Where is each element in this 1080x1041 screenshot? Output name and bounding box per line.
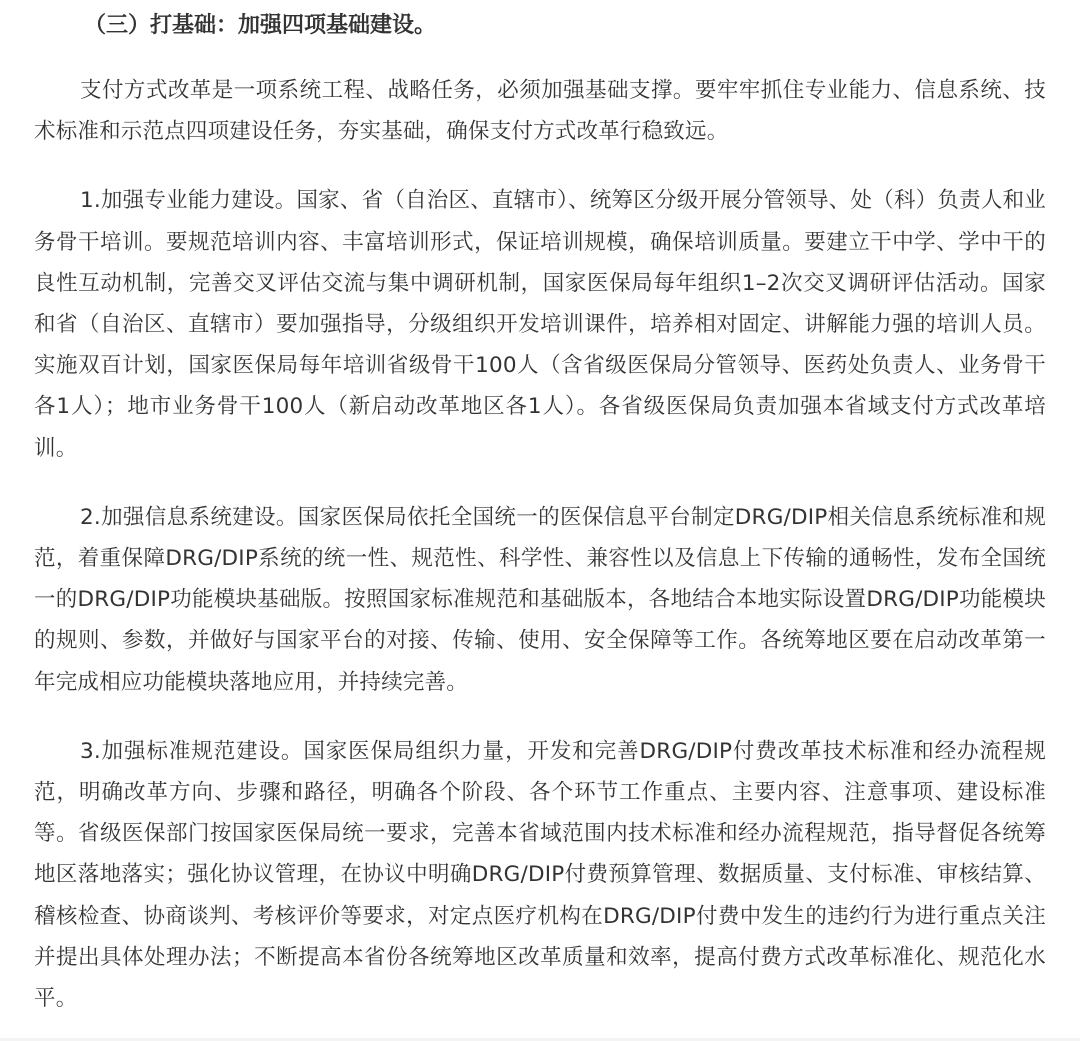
paragraph-standards: 3.加强标准规范建设。国家医保局组织力量，开发和完善DRG/DIP付费改革技术标准和经办流程规范，明确改革方向、步骤和路径，明确各个阶段、各个环节工作重点、主要内容、注意事项、建设标准等。省级医保部门按国家医保局统一要求，完善本省域范围内技术标准和经办流程规范，指导督促各统筹地区落地落实；强化协议管理，在协议中明确DRG/DIP付费预算管理、数据质量、支付标准、审核结算、稽核检查、协商谈判、考核评价等要求，对定点医疗机构在DRG/DIP付费中发生的违约行为进行重点关注并提出具体处理办法；不断提高本省份各统筹地区改革质量和效率，提高付费方式改革标准化、规范化水平。 [34, 738, 1046, 1012]
intro-paragraph: 支付方式改革是一项系统工程、战略任务，必须加强基础支撑。要牢牢抓住专业能力、信息系统、技术标准和示范点四项建设任务，夯实基础，确保支付方式改革行稳致远。 [34, 78, 1046, 145]
section-heading: （三）打基础：加强四项基础建设。 [84, 13, 437, 38]
paragraph-professional-capacity: 1.加强专业能力建设。国家、省（自治区、直辖市）、统筹区分级开展分管领导、处（科）负责人和业务骨干培训。要规范培训内容、丰富培训形式，保证培训规模，确保培训质量。要建立干中学、学中干的良性互动机制，完善交叉评估交流与集中调研机制，国家医保局每年组织1–2次交叉调研评估活动。国家和省（自治区、直辖市）要加强指导，分级组织开发培训课件，培养相对固定、讲解能力强的培训人员。实施双百计划，国家医保局每年培训省级骨干100人（含省级医保局分管领导、医药处负责人、业务骨干各1人）；地市业务骨干100人（新启动改革地区各1人）。各省级医保局负责加强本省域支付方式改革培训。 [34, 188, 1046, 461]
paragraph-information-system: 2.加强信息系统建设。国家医保局依托全国统一的医保信息平台制定DRG/DIP相关信息系统标准和规范，着重保障DRG/DIP系统的统一性、规范性、科学性、兼容性以及信息上下传输的通畅性，发布全国统一的DRG/DIP功能模块基础版。按照国家标准规范和基础版本，各地结合本地实际设置DRG/DIP功能模块的规则、参数，并做好与国家平台的对接、传输、使用、安全保障等工作。各统筹地区要在启动改革第一年完成相应功能模块落地应用，并持续完善。 [34, 504, 1046, 695]
